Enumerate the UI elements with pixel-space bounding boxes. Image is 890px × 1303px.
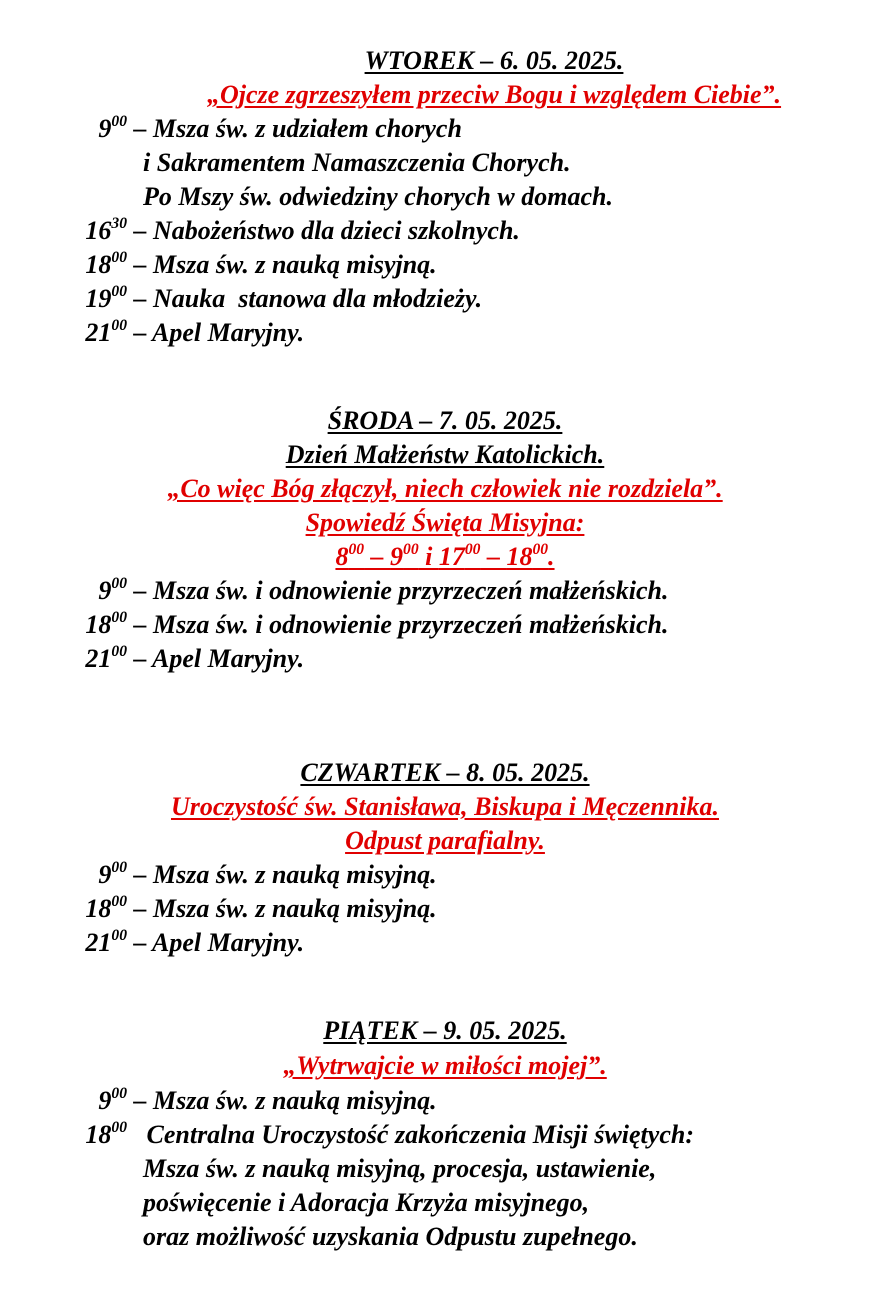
schedule-text: – Msza św. z udziałem chorych (127, 114, 462, 143)
schedule-text: Centralna Uroczystość zakończenia Misji świętych: (127, 1120, 694, 1149)
schedule-text: – Msza św. z nauką misyjną. (127, 1086, 437, 1115)
schedule-time: $21^{00}$ (85, 317, 127, 347)
day-title: ŚRODA – 7. 05. 2025. (327, 406, 563, 435)
day-title: CZWARTEK – 8. 05. 2025. (300, 758, 590, 787)
schedule-time: $18^{00}$ (85, 893, 127, 923)
schedule-text: oraz możliwość uzyskania Odpustu zupełnego. (143, 1222, 638, 1251)
day-title: WTOREK – 6. 05. 2025. (364, 46, 624, 75)
schedule-time: $18^{00}$ (85, 249, 127, 279)
schedule-time: $18^{00}$ (85, 609, 127, 639)
schedule-text: – Nauka stanowa dla młodzieży. (127, 284, 483, 313)
schedule-text: – Apel Maryjny. (127, 644, 305, 673)
schedule-text: – Nabożeństwo dla dzieci szkolnych. (127, 216, 520, 245)
schedule-time: $9^{00}$ (98, 859, 127, 889)
schedule-text: – Apel Maryjny. (127, 928, 305, 957)
schedule-time: $16^{30}$ (85, 215, 127, 245)
gospel-quote: „Wytrwajcie w miłości mojej”. (283, 1051, 607, 1080)
schedule-time: $18^{00}$ (85, 1119, 127, 1149)
day-title: PIĄTEK – 9. 05. 2025. (323, 1016, 567, 1045)
schedule-time: $9^{00}$ (98, 113, 127, 143)
schedule-time: $21^{00}$ (85, 927, 127, 957)
schedule-text: poświęcenie i Adoracja Krzyża misyjnego, (143, 1188, 590, 1217)
schedule-text: – Msza św. i odnowienie przyrzeczeń małżeńskich. (127, 610, 669, 639)
schedule-text: – Apel Maryjny. (127, 318, 305, 347)
schedule-time: $19^{00}$ (85, 283, 127, 313)
schedule-text: – Msza św. z nauką misyjną. (127, 250, 437, 279)
day-subtitle: Dzień Małżeństw Katolickich. (285, 440, 605, 469)
schedule-text: – Msza św. z nauką misyjną. (127, 894, 437, 923)
schedule-text: Msza św. z nauką misyjną, procesja, ustawienie, (143, 1154, 657, 1183)
schedule-text: – Msza św. z nauką misyjną. (127, 860, 437, 889)
schedule-text: Po Mszy św. odwiedziny chorych w domach. (143, 182, 613, 211)
confession-hours: $8^{00} - 9^{00}$ i $17^{00} - 18^{00}$. (335, 541, 555, 571)
confession-title: Spowiedź Święta Misyjna: (305, 508, 585, 537)
schedule-text: i Sakramentem Namaszczenia Chorych. (143, 148, 571, 177)
schedule-text: – Msza św. i odnowienie przyrzeczeń małżeńskich. (127, 576, 669, 605)
schedule-time: $9^{00}$ (98, 575, 127, 605)
gospel-quote: „Ojcze zgrzeszyłem przeciw Bogu i względem Ciebie”. (206, 80, 782, 109)
indulgence-title: Odpust parafialny. (345, 826, 545, 855)
feast-title: Uroczystość św. Stanisława, Biskupa i Męczennika. (170, 792, 719, 821)
schedule-time: $21^{00}$ (85, 643, 127, 673)
gospel-quote: „Co więc Bóg złączył, niech człowiek nie rozdziela”. (167, 474, 723, 503)
schedule-time: $9^{00}$ (98, 1085, 127, 1115)
